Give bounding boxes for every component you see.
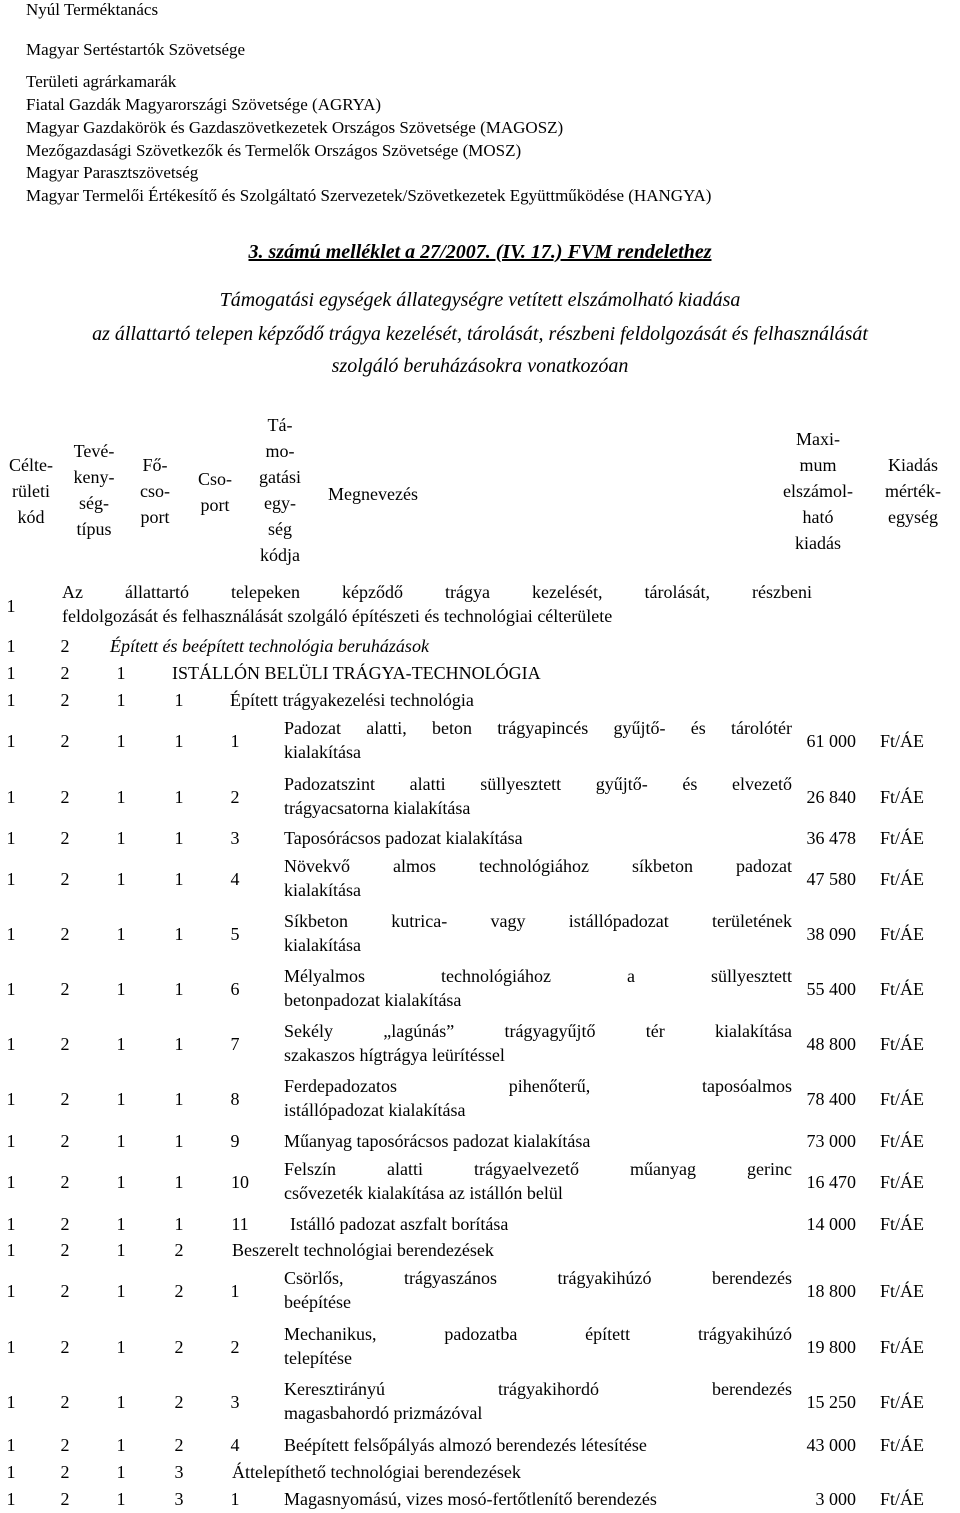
code-cell: 1 bbox=[116, 979, 126, 999]
table-row bbox=[0, 1266, 960, 1318]
code-cell: 2 bbox=[174, 1392, 184, 1412]
table-row bbox=[0, 772, 960, 824]
code-cell: 9 bbox=[230, 1131, 240, 1151]
table-row bbox=[0, 1433, 960, 1459]
table-row bbox=[0, 1487, 960, 1513]
code-cell: 7 bbox=[230, 1034, 240, 1054]
unit-label: Ft/ÁE bbox=[880, 731, 925, 751]
item-description: Mechanikus, padozatba épített trágyakihúzó telepítése bbox=[284, 1324, 792, 1368]
item-description: Mélyalmos technológiához a süllyesztett betonpadozat kialakítása bbox=[284, 966, 792, 1010]
table-row bbox=[0, 1157, 960, 1209]
code-cell: 2 bbox=[60, 1172, 70, 1192]
document-title-line: az állattartó telepen képződő trágya kezelését, tárolását, részbeni feldolgozását és felhasználását bbox=[92, 323, 868, 345]
organization-item: Területi agrárkamarák bbox=[26, 72, 177, 91]
max-expense-value: 43 000 bbox=[806, 1435, 856, 1455]
max-expense-value: 47 580 bbox=[806, 869, 856, 889]
table-row bbox=[0, 1322, 960, 1374]
code-cell: 1 bbox=[230, 731, 240, 751]
code-cell: 6 bbox=[230, 979, 240, 999]
item-description: Sekély „lagúnás” trágyagyűjtő tér kialakítása szakaszos hígtrágya leürítéssel bbox=[284, 1021, 792, 1065]
table-row bbox=[0, 826, 960, 852]
code-cell: 1 bbox=[6, 1435, 16, 1455]
unit-label: Ft/ÁE bbox=[880, 924, 925, 944]
organization-item: Magyar Termelői Értékesítő és Szolgáltató Szervezetek/Szövetkezetek Együttműködése (HANGYA) bbox=[26, 186, 712, 205]
code-cell: 2 bbox=[230, 787, 240, 807]
header-tamogatasi-egyseg-kodja: Tá- mo- gatási egy- ség kódja bbox=[259, 415, 301, 565]
code-cell: 1 bbox=[6, 1034, 16, 1054]
unit-label: Ft/ÁE bbox=[880, 869, 925, 889]
code-cell: 1 bbox=[174, 828, 184, 848]
table-row bbox=[0, 909, 960, 961]
max-expense-value: 38 090 bbox=[806, 924, 856, 944]
code-cell: 1 bbox=[6, 869, 16, 889]
header-kiadas-mertekegyseg: Kiadás mérték- egység bbox=[885, 455, 941, 527]
annex-title: 3. számú melléklet a 27/2007. (IV. 17.) FVM rendelethez bbox=[248, 241, 712, 263]
table-row bbox=[0, 1212, 960, 1238]
code-cell: 1 bbox=[6, 1337, 16, 1357]
row-description: Az állattartó telepeken képződő trágya kezelését, tárolását, részbeni feldolgozását és felhasználását szolgáló építészeti és technológiai célterülete bbox=[62, 582, 812, 626]
max-expense-value: 15 250 bbox=[806, 1392, 856, 1412]
item-description: Magasnyomású, vizes mosó-fertőtlenítő berendezés bbox=[284, 1489, 657, 1509]
organization-item: Fiatal Gazdák Magyarországi Szövetsége (AGRYA) bbox=[26, 95, 382, 114]
max-expense-value: 78 400 bbox=[806, 1089, 856, 1109]
code-cell: 1 bbox=[116, 1392, 126, 1412]
code-cell: 1 bbox=[174, 979, 184, 999]
unit-label: Ft/ÁE bbox=[880, 1172, 925, 1192]
unit-label: Ft/ÁE bbox=[880, 1337, 925, 1357]
code-cell: 1 bbox=[6, 1489, 16, 1509]
code-cell: 2 bbox=[60, 1337, 70, 1357]
unit-label: Ft/ÁE bbox=[880, 1131, 925, 1151]
code-cell: 2 bbox=[60, 1489, 70, 1509]
code-cell: 2 bbox=[60, 1089, 70, 1109]
code-cell: 1 bbox=[6, 924, 16, 944]
table-row bbox=[0, 1074, 960, 1126]
code-cell: 3 bbox=[230, 1392, 240, 1412]
code-cell: 1 bbox=[116, 1131, 126, 1151]
code-cell: 1 bbox=[116, 869, 126, 889]
item-description: Istálló padozat aszfalt borítása bbox=[290, 1214, 509, 1234]
code-cell: 1 bbox=[6, 1131, 16, 1151]
code-cell: 2 bbox=[60, 1034, 70, 1054]
code-cell: 1 bbox=[174, 1172, 184, 1192]
max-expense-value: 14 000 bbox=[806, 1214, 856, 1234]
organization-item: Magyar Parasztszövetség bbox=[26, 163, 199, 182]
table-row bbox=[0, 580, 960, 632]
code-cell: 1 bbox=[6, 1172, 16, 1192]
item-description: Csörlős, trágyaszános trágyakihúzó berendezés beépítése bbox=[284, 1268, 792, 1312]
organization-item: Nyúl Terméktanács bbox=[26, 0, 159, 19]
unit-label: Ft/ÁE bbox=[880, 1435, 925, 1455]
table-row bbox=[0, 964, 960, 1016]
unit-label: Ft/ÁE bbox=[880, 787, 925, 807]
code-cell: 10 bbox=[231, 1172, 249, 1192]
header-tevekenyseg-tipus: Tevé- keny- ség- típus bbox=[73, 441, 115, 539]
row-name: Épített és beépített technológia beruházások bbox=[110, 636, 429, 656]
max-expense-value: 19 800 bbox=[806, 1337, 856, 1357]
code-cell: 2 bbox=[174, 1281, 184, 1301]
code-cell: 1 bbox=[174, 1131, 184, 1151]
header-focsoport: Fő- cso- port bbox=[140, 455, 170, 527]
item-description: Beépített felsőpályás almozó berendezés létesítése bbox=[284, 1435, 647, 1455]
code-cell: 2 bbox=[60, 1435, 70, 1455]
unit-label: Ft/ÁE bbox=[880, 1034, 925, 1054]
row-name: Épített trágyakezelési technológia bbox=[230, 690, 474, 710]
document-title-line: szolgáló beruházásokra vonatkozóan bbox=[331, 355, 629, 377]
table-row bbox=[0, 854, 960, 906]
max-expense-value: 73 000 bbox=[806, 1131, 856, 1151]
code-cell: 1 bbox=[174, 924, 184, 944]
unit-label: Ft/ÁE bbox=[880, 1281, 925, 1301]
row-name: ISTÁLLÓN BELÜLI TRÁGYA-TECHNOLÓGIA bbox=[172, 663, 541, 683]
unit-label: Ft/ÁE bbox=[880, 1214, 925, 1234]
code-cell: 2 bbox=[60, 869, 70, 889]
item-description: Ferdepadozatos pihenőterű, taposóalmos istállópadozat kialakítása bbox=[284, 1076, 792, 1120]
code-cell: 2 bbox=[60, 828, 70, 848]
item-description: Keresztirányú trágyakihordó berendezés magasbahordó prizmázóval bbox=[284, 1379, 792, 1423]
code-cell: 1 bbox=[116, 1034, 126, 1054]
header-celterulet-kod: Célte- rületi kód bbox=[9, 455, 53, 527]
max-expense-value: 61 000 bbox=[806, 731, 856, 751]
unit-label: Ft/ÁE bbox=[880, 1489, 925, 1509]
table-row bbox=[0, 1377, 960, 1429]
header-megnevezes: Megnevezés bbox=[328, 484, 418, 504]
document-title-line: Támogatási egységek állategységre vetített elszámolható kiadása bbox=[219, 289, 741, 311]
code-cell: 2 bbox=[174, 1435, 184, 1455]
code-cell: 1 bbox=[6, 731, 16, 751]
code-cell: 2 bbox=[230, 1337, 240, 1357]
row-name: Beszerelt technológiai berendezések bbox=[232, 1240, 494, 1260]
code-cell: 1 bbox=[116, 731, 126, 751]
code-cell: 1 bbox=[6, 787, 16, 807]
code-cell: 1 bbox=[174, 1034, 184, 1054]
item-description: Műanyag taposórácsos padozat kialakítása bbox=[284, 1131, 591, 1151]
code-cell: 1 bbox=[116, 1435, 126, 1455]
code-cell: 1 bbox=[230, 1281, 240, 1301]
code-cell: 4 bbox=[230, 1435, 240, 1455]
max-expense-value: 26 840 bbox=[806, 787, 856, 807]
max-expense-value: 18 800 bbox=[806, 1281, 856, 1301]
code-cell: 2 bbox=[60, 1281, 70, 1301]
code-cell: 2 bbox=[60, 731, 70, 751]
code-cell: 2 bbox=[60, 1214, 70, 1234]
document-page: Nyúl Terméktanács Magyar Sertéstartók Szövetsége Területi agrárkamarák Fiatal Gazdák Magyarországi Szövetsége (AGRYA) Magyar Gazdakörök és Gazdaszövetkezetek Országos Szövetsége (MAGOSZ) Mezőgazdasági Szövetkezők és Termelők Országos Szövetsége (MOSZ) Magyar Parasztszövetség Magyar Termelői Értékesítő és Szolgáltató Szervezetek/Szövetkezetek Együttműködése (HANGYA) 3. számú melléklet a 27/2007. (IV. 17.) FVM rendelethez Támogatási egységek állategységre vetített elszámolható kiadása az állattartó telepen képződő trágya kezelését, tárolását, részbeni feldolgozását és felhasználását szolgáló beruházásokra vonatkozóan Célte- rületi kód Tevé- keny- ség- típus Fő- cso- port Cso- port Tá- mo- gatási egy- ség kódja Megnevezés Maxi- mum elszámol- ható kiadás Kiadás mérték- egység 1 Az állattartó telepeken képződő trágya kezelését, tárolását, részbeni feldolgozását és felhasználását szolgáló építészeti és technológiai célterülete 1 2 Épített és beépített technológia beruházások 1 2 1 ISTÁLLÓN BELÜLI TRÁGYA-TECHNOLÓGIA 1 2 1 1 Épített trágyakezelési technológia 1 2 1 1 1 Padozat alatti, beton trágyapincés gyűjtő- és tárolótér kialakítása 61 000 Ft/ÁE 1 2 1 1 2 Padozatszint alatti süllyesztett gyűjtő- és elvezető trágyacsatorna kialakítása 26 840 Ft/ÁE 1 2 1 1 3 Taposórácsos padozat kialakítása 36 478 Ft/ÁE 1 2 1 1 4 Növekvő almos technológiához síkbeton padozat kialakítása 47 580 Ft/ÁE 1 2 1 1 5 Síkbeton kutrica- vagy istállópadozat területének kialakítása 38 090 Ft/ÁE 1 2 1 1 6 Mélyalmos technológiához a süllyesztett betonpadozat kialakítása 55 400 Ft/ÁE 1 2 1 1 7 Sekély „lagúnás” trágyagyűjtő tér kialakítása szakaszos hígtrágya leürítéssel 48 800 Ft/ÁE 1 2 1 1 8 Ferdepadozatos pihenőterű, taposóalmos istállópadozat kialakítása 78 400 Ft/ÁE 1 2 1 1 9 Műanyag taposórácsos padozat kialakítása 73 000 Ft/ÁE 1 2 1 1 10 Felszín alatti trágyaelvezető műanyag gerinc csővezeték kialakítása az istállón belül 16 470 Ft/ÁE 1 2 1 1 11 Istálló padozat aszfalt borítása 14 000 Ft/ÁE 1 2 1 2 Beszerelt technológiai berendezések 1 2 1 2 1 Csörlős, trágyaszános trágyakihúzó berendezés beépítése 18 800 Ft/ÁE 1 2 1 2 2 Mechanikus, padozatba épített trágyakihúzó telepítése 19 800 Ft/ÁE 1 2 1 2 3 Keresztirányú trágyakihordó berendezés magasbahordó prizmázóval 15 250 Ft/ÁE 1 2 1 2 4 Beépített felsőpályás almozó berendezés létesítése 43 000 Ft/ÁE 1 2 1 3 Áttelepíthető technológiai berendezések 1 2 1 3 1 Magasnyomású, vizes mosó-fertőtlenítő berendezés 3 000 Ft/ÁE bbox=[0, 0, 960, 1512]
code-cell: 2 bbox=[60, 979, 70, 999]
organization-item: Magyar Gazdakörök és Gazdaszövetkezetek Országos Szövetsége (MAGOSZ) bbox=[26, 118, 564, 137]
code-cell: 1 bbox=[6, 1214, 16, 1234]
item-description: Síkbeton kutrica- vagy istállópadozat területének kialakítása bbox=[284, 911, 792, 955]
header-maximum-kiadas: Maxi- mum elszámol- ható kiadás bbox=[783, 429, 853, 553]
code-cell: 1 bbox=[116, 1089, 126, 1109]
code-cell: 2 bbox=[60, 924, 70, 944]
table-row bbox=[0, 716, 960, 768]
max-expense-value: 3 000 bbox=[815, 1489, 856, 1509]
code-cell: 2 bbox=[60, 1131, 70, 1151]
code-cell: 1 bbox=[116, 1337, 126, 1357]
table-row bbox=[0, 1019, 960, 1071]
unit-label: Ft/ÁE bbox=[880, 1089, 925, 1109]
item-description: Felszín alatti trágyaelvezető műanyag gerinc csővezeték kialakítása az istállón belül bbox=[284, 1159, 792, 1203]
code-cell: 2 bbox=[60, 787, 70, 807]
code-cell: 1 bbox=[230, 1489, 240, 1509]
code-cell: 1 bbox=[6, 979, 16, 999]
code-celterulet: 1 bbox=[6, 596, 16, 616]
code-cell: 4 bbox=[230, 869, 240, 889]
code-cell: 1 bbox=[6, 828, 16, 848]
max-expense-value: 55 400 bbox=[806, 979, 856, 999]
code-cell: 1 bbox=[174, 1214, 184, 1234]
unit-label: Ft/ÁE bbox=[880, 979, 925, 999]
code-cell: 1 bbox=[116, 1172, 126, 1192]
max-expense-value: 36 478 bbox=[806, 828, 856, 848]
code-cell: 11 bbox=[231, 1214, 249, 1234]
code-cell: 1 bbox=[116, 828, 126, 848]
unit-label: Ft/ÁE bbox=[880, 828, 925, 848]
table-row bbox=[0, 1129, 960, 1155]
header-csoport: Cso- port bbox=[197, 469, 232, 515]
organization-item: Mezőgazdasági Szövetkezők és Termelők Országos Szövetsége (MOSZ) bbox=[26, 141, 522, 160]
code-cell: 1 bbox=[6, 1281, 16, 1301]
max-expense-value: 16 470 bbox=[806, 1172, 856, 1192]
code-cell: 3 bbox=[174, 1489, 184, 1509]
row-name: Áttelepíthető technológiai berendezések bbox=[232, 1462, 521, 1482]
code-cell: 5 bbox=[230, 924, 240, 944]
code-cell: 2 bbox=[174, 1337, 184, 1357]
code-cell: 1 bbox=[6, 1089, 16, 1109]
code-cell: 1 bbox=[116, 924, 126, 944]
code-cell: 1 bbox=[174, 787, 184, 807]
item-description: Padozat alatti, beton trágyapincés gyűjtő- és tárolótér kialakítása bbox=[284, 718, 792, 762]
code-cell: 1 bbox=[6, 1392, 16, 1412]
code-cell: 2 bbox=[60, 1392, 70, 1412]
max-expense-value: 48 800 bbox=[806, 1034, 856, 1054]
code-cell: 1 bbox=[174, 869, 184, 889]
code-cell: 1 bbox=[116, 787, 126, 807]
organization-item: Magyar Sertéstartók Szövetsége bbox=[26, 40, 246, 59]
code-cell: 1 bbox=[116, 1281, 126, 1301]
code-cell: 8 bbox=[230, 1089, 240, 1109]
code-cell: 1 bbox=[174, 1089, 184, 1109]
item-description: Taposórácsos padozat kialakítása bbox=[284, 828, 523, 848]
item-description: Növekvő almos technológiához síkbeton padozat kialakítása bbox=[284, 856, 792, 900]
unit-label: Ft/ÁE bbox=[880, 1392, 925, 1412]
code-cell: 1 bbox=[116, 1489, 126, 1509]
item-description: Padozatszint alatti süllyesztett gyűjtő- és elvezető trágyacsatorna kialakítása bbox=[284, 774, 792, 818]
code-cell: 1 bbox=[174, 731, 184, 751]
code-cell: 1 bbox=[116, 1214, 126, 1234]
code-cell: 3 bbox=[230, 828, 240, 848]
